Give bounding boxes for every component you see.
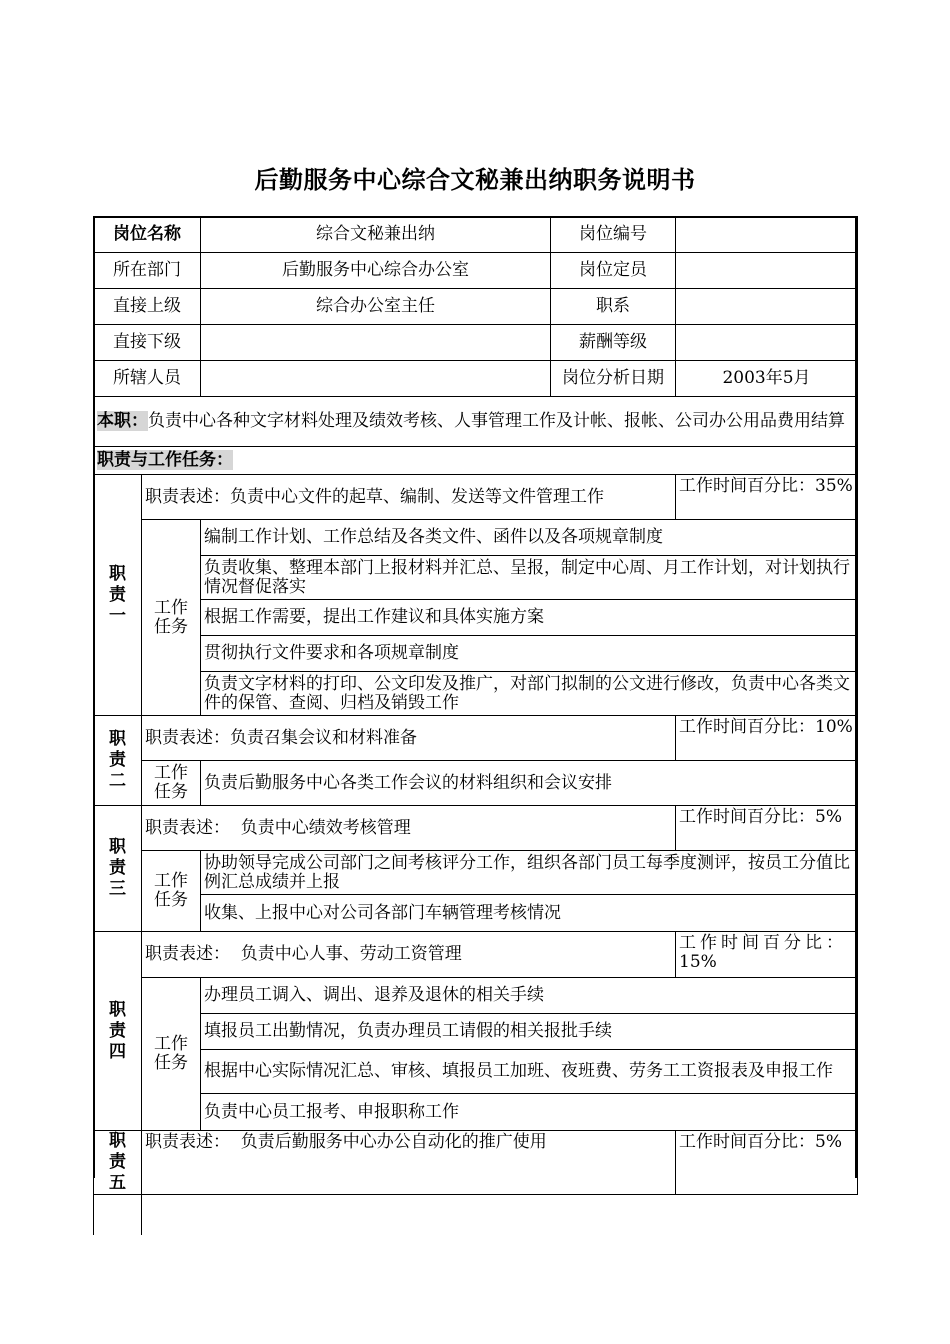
dept-value: 后勤服务中心综合办公室 [201,253,551,289]
duty-5-pct [676,1131,858,1195]
duty-1-desc-text: 负责中心文件的起草、编制、发送等文件管理工作 [230,486,604,507]
duty-3-name-text: 职 责 三 [109,837,126,899]
task-label: 工作 任务 [154,1034,188,1073]
position-name-label: 岗位名称 [94,217,201,253]
duty-4-pct-value: 15% [679,952,717,972]
subordinate-label: 直接下级 [94,325,201,361]
task-label: 工作 任务 [154,763,188,802]
duty-5-name [94,1131,142,1195]
duty-1-task-label [142,520,201,716]
pct-label: 工作时间百分比： [679,807,815,827]
task-label: 工作 任务 [154,597,188,637]
superior-value: 综合办公室主任 [201,289,551,325]
salary-grade-value [676,325,858,361]
duty-5-continuation-body [142,1195,858,1235]
duty-5-desc [142,1131,676,1195]
duty-5-desc-text: 负责后勤服务中心办公自动化的推广使用 [230,1132,547,1152]
duty-3-task-2: 收集、上报中心对公司各部门车辆管理考核情况 [201,895,858,932]
managed-label: 所辖人员 [94,361,201,397]
desc-label: 职责表述： [145,727,230,748]
duty-1-task-3: 根据工作需要，提出工作建议和具体实施方案 [201,600,858,636]
duty-1-pct [676,475,858,520]
duty-1-pct-value: 35% [815,476,853,496]
duty-summary [94,397,858,447]
headcount-value [676,253,858,289]
duty-4-pct [676,932,858,978]
desc-label: 职责表述： [145,486,230,507]
duty-1-name-text: 职 责 一 [109,563,126,626]
subordinate-value [201,325,551,361]
salary-grade-label: 薪酬等级 [551,325,676,361]
duty-4-desc [142,932,676,978]
job-description-table [93,216,857,1193]
pct-label: 工作时间百分比： [679,717,815,737]
job-family-value [676,289,858,325]
duty-summary-text: 负责中心各种文字材料处理及绩效考核、人事管理工作及计帐、报帐、公司办公用品费用结算 [148,411,845,431]
duty-1-task-5: 负责文字材料的打印、公文印发及推广，对部门拟制的公文进行修改，负责中心各类文件的保管、查阅、归档及销毁工作 [201,672,858,716]
dept-label: 所在部门 [94,253,201,289]
duty-2-task-label [142,761,201,806]
duty-3-pct-value: 5% [815,807,842,827]
duty-4-task-2: 填报员工出勤情况，负责办理员工请假的相关报批手续 [201,1014,858,1050]
task-label: 工作 任务 [154,871,188,910]
duty-summary-label: 本职： [97,411,148,431]
duty-2-name-text: 职 责 二 [109,729,126,791]
duty-3-name [94,806,142,932]
duty-4-name [94,932,142,1131]
duty-2-name [94,716,142,806]
duty-4-name-text: 职 责 四 [109,999,126,1062]
duty-4-task-3: 根据中心实际情况汇总、审核、填报员工加班、夜班费、劳务工工资报表及申报工作 [201,1050,858,1094]
duty-3-desc-text: 负责中心绩效考核管理 [230,817,411,838]
duty-3-task-1: 协助领导完成公司部门之间考核评分工作，组织各部门员工每季度测评，按员工分值比例汇总成绩并上报 [201,851,858,895]
position-code-label: 岗位编号 [551,217,676,253]
position-name-value: 综合文秘兼出纳 [201,217,551,253]
duty-4-task-1: 办理员工调入、调出、退养及退休的相关手续 [201,978,858,1014]
analysis-date-value: 2003年5月 [676,361,858,397]
duty-2-task-1: 负责后勤服务中心各类工作会议的材料组织和会议安排 [201,761,858,806]
duty-2-pct-value: 10% [815,717,853,737]
duty-5-continuation [94,1195,142,1235]
duty-5-name-text: 职 责 五 [109,1131,126,1193]
duty-3-task-label [142,851,201,932]
desc-label: 职责表述： [145,1132,230,1152]
job-family-label: 职系 [551,289,676,325]
document-title: 后勤服务中心综合文秘兼出纳职务说明书 [254,166,696,194]
duty-5-pct-value: 5% [815,1132,842,1152]
responsibilities-header [94,447,858,475]
pct-label: 工作时间百分比： [679,933,847,953]
desc-label: 职责表述： [145,817,230,838]
pct-label: 工作时间百分比： [679,1132,815,1152]
duty-1-task-1: 编制工作计划、工作总结及各类文件、函件以及各项规章制度 [201,520,858,556]
duty-2-desc [142,716,676,761]
desc-label: 职责表述： [145,944,230,964]
position-code-value [676,217,858,253]
pct-label: 工作时间百分比： [679,476,815,496]
duty-1-name [94,475,142,716]
duty-3-desc [142,806,676,851]
analysis-date-label: 岗位分析日期 [551,361,676,397]
duty-1-desc [142,475,676,520]
duty-1-task-2: 负责收集、整理本部门上报材料并汇总、呈报，制定中心周、月工作计划，对计划执行情况督促落实 [201,556,858,600]
duty-3-pct [676,806,858,851]
superior-label: 直接上级 [94,289,201,325]
duty-1-task-4: 贯彻执行文件要求和各项规章制度 [201,636,858,672]
duty-2-pct [676,716,858,761]
duty-4-task-4: 负责中心员工报考、申报职称工作 [201,1094,858,1131]
duty-4-task-label [142,978,201,1131]
duty-2-desc-text: 负责召集会议和材料准备 [230,727,417,748]
headcount-label: 岗位定员 [551,253,676,289]
duty-4-desc-text: 负责中心人事、劳动工资管理 [230,944,462,964]
managed-value [201,361,551,397]
responsibilities-label: 职责与工作任务： [97,450,233,470]
